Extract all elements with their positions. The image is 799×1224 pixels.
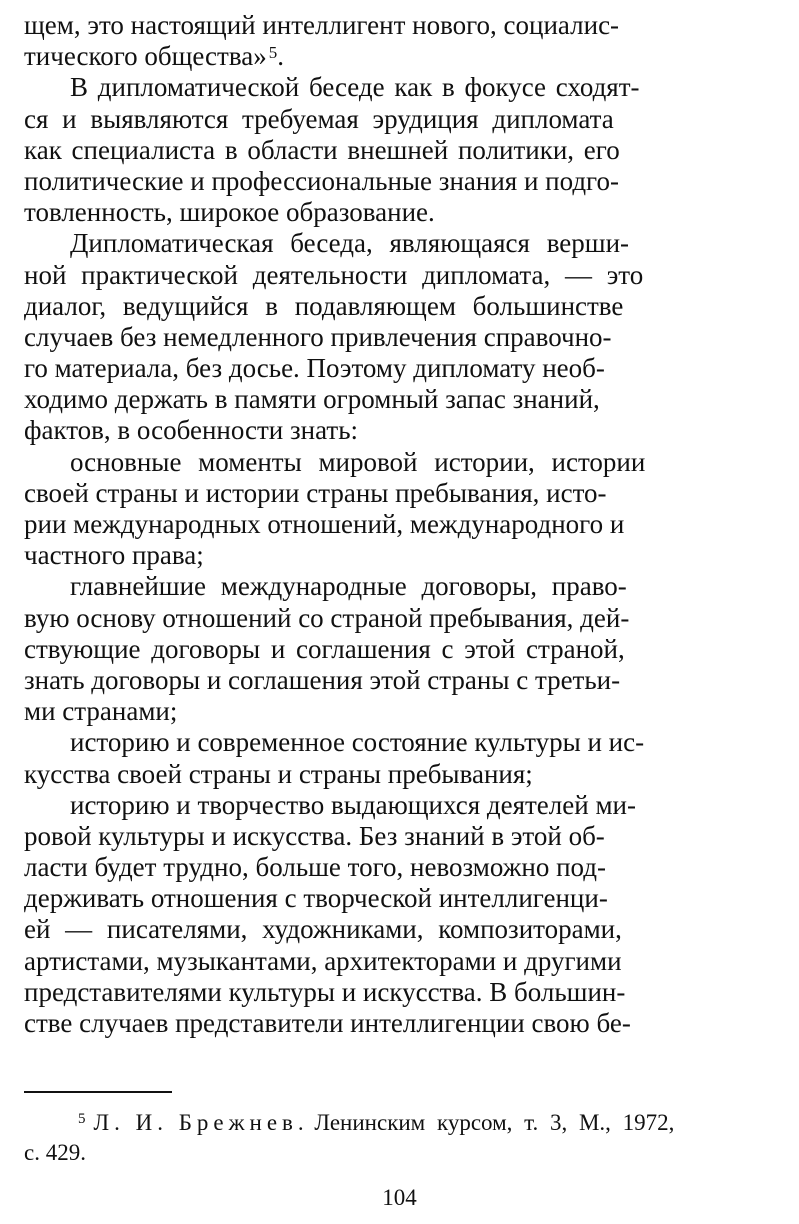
- text-line: основные моменты мировой истории, истории: [70, 446, 646, 477]
- text-line: главнейшие международные договоры, право-: [70, 571, 627, 602]
- footnote: [24, 1108, 784, 1168]
- text-line: историю и творчество выдающихся деятелей ми-: [70, 789, 636, 820]
- text-line: историю и современное состояние культуры и ис-: [70, 727, 645, 758]
- text-line: ной практической деятельности дипломата, — это: [24, 259, 644, 290]
- text-line-content: тического общества»: [24, 41, 267, 72]
- text-line: ровой культуры и искусства. Без знаний в этой об-: [24, 820, 605, 851]
- text-line: держивать отношения с творческой интеллигенци-: [24, 883, 608, 914]
- text-line: стве случаев представители интеллигенции свою бе-: [24, 1008, 631, 1038]
- footnote-divider: [24, 1091, 172, 1093]
- text-line: вую основу отношений со страной пребывания, дей-: [24, 602, 630, 633]
- text-line: ходимо держать в памяти огромный запас знаний,: [24, 384, 600, 415]
- page-number: 104: [382, 1185, 417, 1210]
- text-line: случаев без немедленного привлечения справочно-: [24, 321, 612, 352]
- footnote-reference-trail: .: [277, 41, 284, 72]
- text-line: рии международных отношений, международного и: [24, 509, 625, 539]
- footnote-number: 5: [78, 1111, 86, 1127]
- text-line: артистами, музыкантами, архитекторами и другими: [24, 945, 622, 976]
- text-line: политические и профессиональные знания и подго-: [24, 165, 619, 196]
- footnote-line: [24, 1108, 784, 1138]
- text-line: ласти будет трудно, больше того, невозможно под-: [24, 852, 606, 883]
- footnote-text: Ленинским курсом, т. 3, М., 1972,: [314, 1110, 675, 1135]
- text-line: ми странами;: [24, 696, 178, 727]
- text-line: Дипломатическая беседа, являющаяся верши-: [70, 228, 630, 259]
- text-line: как специалиста в области внешней политики, его: [24, 134, 620, 165]
- text-line: го материала, без досье. Поэтому дипломату необ-: [24, 353, 605, 384]
- footnote-line: с. 429.: [24, 1140, 86, 1165]
- footnote-reference: 5: [268, 43, 278, 63]
- text-line: фактов, в особенности знать:: [24, 415, 359, 446]
- text-line: кусства своей страны и страны пребывания;: [24, 758, 533, 789]
- text-line: ся и выявляются требуемая эрудиция дипломата: [24, 103, 614, 134]
- text-line: представителями культуры и искусства. В большин-: [24, 976, 626, 1007]
- text-line: своей страны и истории страны пребывания, исто-: [24, 477, 607, 508]
- text-line: [24, 41, 784, 72]
- text-line: знать договоры и соглашения этой страны с третьи-: [24, 664, 621, 695]
- text-line: щем, это настоящий интеллигент нового, социалис-: [24, 10, 620, 40]
- text-line: товленность, широкое образование.: [24, 197, 435, 228]
- main-text: [24, 10, 784, 1039]
- text-line: В дипломатической беседе как в фокусе сходят-: [70, 72, 640, 103]
- text-line: ствующие договоры и соглашения с этой страной,: [24, 633, 625, 664]
- footnote-author: Л. И. Брежнев.: [93, 1110, 309, 1135]
- text-line: ей — писателями, художниками, композиторами,: [24, 914, 622, 945]
- text-line: диалог, ведущийся в подавляющем большинстве: [24, 290, 624, 321]
- text-line: частного права;: [24, 540, 204, 571]
